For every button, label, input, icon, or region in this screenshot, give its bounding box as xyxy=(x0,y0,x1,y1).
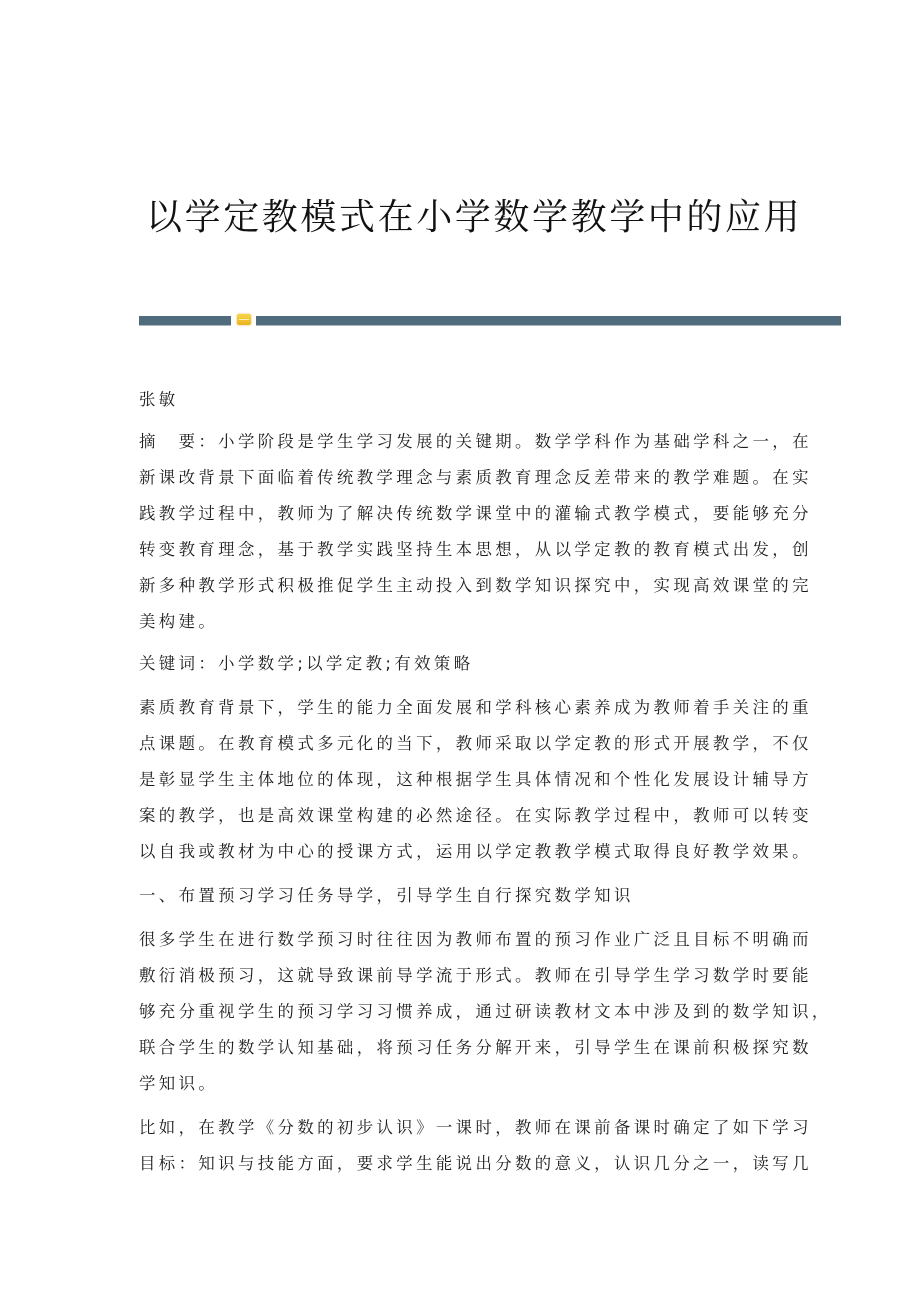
paragraph-line: 比如，在教学《分数的初步认识》一课时，教师在课前备课时确定了如下学习 xyxy=(139,1118,812,1137)
abstract-line: 美构建。 xyxy=(139,612,219,631)
abstract-line: 摘 要：小学阶段是学生学习发展的关键期。数学学科作为基础学科之一，在 xyxy=(139,432,812,451)
abstract-line: 新课改背景下面临着传统教学理念与素质教育理念反差带来的教学难题。在实 xyxy=(139,468,812,487)
title-divider-left xyxy=(139,316,231,326)
paragraph-line: 学知识。 xyxy=(139,1074,219,1093)
paragraph-line: 点课题。在教育模式多元化的当下，教师采取以学定教的形式开展教学，不仅 xyxy=(139,734,812,753)
paragraph-line: 案的教学，也是高效课堂构建的必然途径。在实际教学过程中，教师可以转变 xyxy=(139,806,812,825)
paragraph-line: 很多学生在进行数学预习时往往因为教师布置的预习作业广泛且目标不明确而 xyxy=(139,930,812,949)
abstract-line: 践教学过程中，教师为了解决传统数学课堂中的灌输式教学模式，要能够充分 xyxy=(139,504,812,523)
paragraph-line: 是彰显学生主体地位的体现，这种根据学生具体情况和个性化发展设计辅导方 xyxy=(139,770,812,789)
paragraph-line: 目标：知识与技能方面，要求学生能说出分数的意义，认识几分之一，读写几 xyxy=(139,1154,812,1173)
keywords: 关键词：小学数学;以学定教;有效策略 xyxy=(139,654,474,673)
divider-ornament-icon xyxy=(237,314,251,325)
paragraph-line: 素质教育背景下，学生的能力全面发展和学科核心素养成为教师着手关注的重 xyxy=(139,698,812,717)
author-name: 张敏 xyxy=(139,390,179,409)
paragraph-line: 以自我或教材为中心的授课方式，运用以学定教教学模式取得良好教学效果。 xyxy=(139,842,812,861)
abstract-line: 转变教育理念，基于教学实践坚持生本思想，从以学定教的教育模式出发，创 xyxy=(139,540,812,559)
abstract-line: 新多种教学形式积极推促学生主动投入到数学知识探究中，实现高效课堂的完 xyxy=(139,576,812,595)
document-title: 以学定教模式在小学数学教学中的应用 xyxy=(146,197,803,238)
paragraph-line: 敷衍消极预习，这就导致课前导学流于形式。教师在引导学生学习数学时要能 xyxy=(139,966,812,985)
title-divider-right xyxy=(256,316,841,326)
paragraph-line: 够充分重视学生的预习学习习惯养成，通过研读教材文本中涉及到的数学知识， xyxy=(139,1002,832,1021)
section-heading: 一、布置预习学习任务导学，引导学生自行探究数学知识 xyxy=(139,886,634,905)
paragraph-line: 联合学生的数学认知基础，将预习任务分解开来，引导学生在课前积极探究数 xyxy=(139,1038,812,1057)
